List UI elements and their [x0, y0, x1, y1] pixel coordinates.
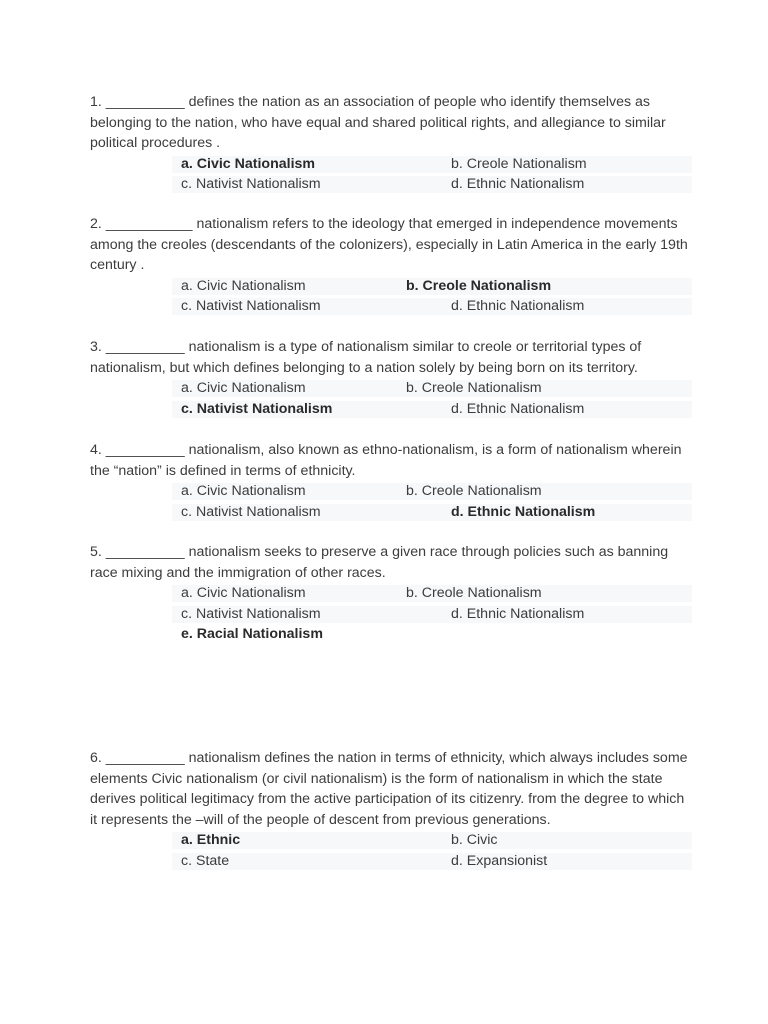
question-5-text: 5. __________ nationalism seeks to preserve a given race through policies such as banning race mixing and the immigration of other races. [90, 544, 669, 581]
choice-highlight [172, 853, 692, 870]
choice-a[interactable]: a. Civic Nationalism [181, 585, 306, 601]
question-1-row-2 [90, 174, 690, 195]
choice-b[interactable]: b. Creole Nationalism [406, 483, 542, 499]
question-6 [90, 748, 690, 871]
question-5 [90, 542, 690, 645]
choice-b[interactable]: b. Creole Nationalism [406, 380, 542, 396]
choice-b[interactable]: b. Creole Nationalism [406, 277, 552, 294]
question-5-row-2 [90, 604, 690, 625]
question-2-row-2 [90, 296, 690, 317]
question-1-row-1 [90, 154, 690, 175]
question-6-row-2 [90, 851, 690, 872]
question-5-row-1 [90, 583, 690, 604]
question-6-text: 6. __________ nationalism defines the nation in terms of ethnicity, which always includes some elements Civic nationalism (or civil nationalism) is the form of nationalism in which the state derives political legitimacy from the active participation of its citizenry. from the degree to which it represents the –will of the people of descent from previous generations. [90, 750, 688, 828]
question-4 [90, 440, 690, 522]
question-3 [90, 337, 690, 419]
question-4-row-1 [90, 481, 690, 502]
question-6-row-1 [90, 830, 690, 851]
choice-d[interactable]: d. Ethnic Nationalism [451, 176, 585, 192]
question-2 [90, 214, 690, 317]
choice-d[interactable]: d. Ethnic Nationalism [451, 605, 585, 622]
choice-a[interactable]: a. Civic Nationalism [181, 483, 306, 499]
question-5-row-3 [90, 624, 690, 645]
choice-d[interactable]: d. Ethnic Nationalism [451, 400, 585, 417]
choice-highlight [172, 832, 692, 849]
question-2-row-1 [90, 276, 690, 297]
question-1-text: 1. __________ defines the nation as an association of people who identify themselves as belonging to the nation, who have equal and shared political rights, and allegiance to similar political procedures . [90, 94, 666, 151]
question-3-row-1 [90, 378, 690, 399]
question-3-text: 3. __________ nationalism is a type of nationalism similar to creole or territorial types of nationalism, but which defines belonging to a nation solely by being born on its territory. [90, 339, 642, 376]
choice-c[interactable]: c. State [181, 852, 230, 869]
question-4-text: 4. __________ nationalism, also known as ethno-nationalism, is a form of nationalism wherein the “nation” is defined in terms of ethnicity. [90, 442, 682, 479]
choice-b[interactable]: b. Creole Nationalism [451, 155, 587, 172]
choice-a[interactable]: a. Civic Nationalism [181, 155, 316, 172]
choice-c[interactable]: c. Nativist Nationalism [181, 298, 321, 314]
choice-a[interactable]: a. Ethnic [181, 832, 241, 848]
choice-b[interactable]: b. Civic [451, 832, 498, 848]
choice-e[interactable]: e. Racial Nationalism [181, 626, 323, 642]
question-3-row-2 [90, 399, 690, 420]
choice-d[interactable]: d. Ethnic Nationalism [451, 298, 585, 314]
choice-d[interactable]: d. Ethnic Nationalism [451, 503, 596, 520]
choice-a[interactable]: a. Civic Nationalism [181, 277, 306, 294]
question-4-row-2 [90, 502, 690, 523]
choice-c[interactable]: c. Nativist Nationalism [181, 605, 321, 622]
question-1 [90, 92, 690, 195]
choice-d[interactable]: d. Expansionist [451, 852, 548, 869]
choice-a[interactable]: a. Civic Nationalism [181, 380, 306, 396]
choice-c[interactable]: c. Nativist Nationalism [181, 503, 321, 520]
choice-c[interactable]: c. Nativist Nationalism [181, 176, 321, 192]
choice-c[interactable]: c. Nativist Nationalism [181, 400, 333, 417]
question-2-text: 2. ___________ nationalism refers to the ideology that emerged in independence movements among the creoles (descendants of the colonizers), especially in Latin America in the early 19th century . [90, 216, 688, 273]
choice-b[interactable]: b. Creole Nationalism [406, 585, 542, 601]
